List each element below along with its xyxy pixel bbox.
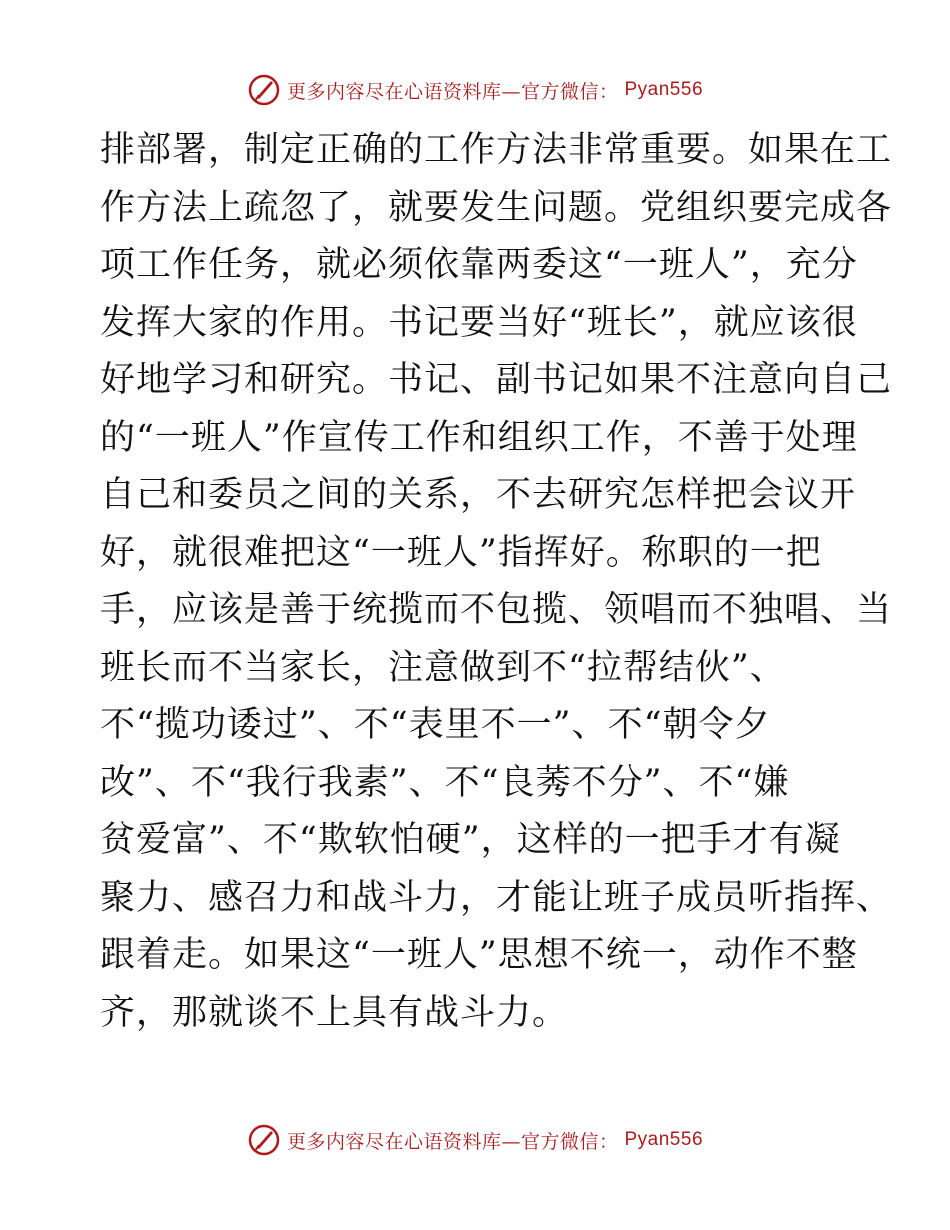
paragraph-line: 自己和委员之间的关系，不去研究怎样把会议开: [100, 475, 857, 515]
paragraph-line: 手，应该是善于统揽而不包揽、领唱而不独唱、当: [100, 590, 893, 630]
paragraph-line: 班长而不当家长，注意做到不“拉帮结伙”、: [100, 647, 786, 688]
banner-slogan: 更多内容尽在心语资料库—官方微信：: [286, 80, 619, 103]
paragraph-line: 项工作任务，就必须依靠两委这“一班人”，充分: [100, 245, 858, 285]
paragraph-line: 齐，那就谈不上具有战斗力。: [100, 992, 569, 1033]
paragraph-line: 的“一班人”作宣传工作和组织工作，不善于处理: [100, 417, 858, 458]
paragraph-line: 发挥大家的作用。书记要当好“班长”，就应该很: [100, 302, 858, 343]
quill-logo-icon: [247, 73, 281, 107]
paragraph-line: 好地学习和研究。书记、副书记如果不注意向自己: [100, 360, 893, 400]
banner-slogan: 更多内容尽在心语资料库—官方微信：: [286, 1130, 619, 1153]
paragraph-line: 贫爱富”、不“欺软怕硬”，这样的一把手才有凝: [100, 820, 841, 860]
document-body: [100, 122, 893, 1042]
paragraph-line: 好，就很难把这“一班人”指挥好。称职的一把: [100, 532, 822, 573]
banner-wechat-id: Pyan556: [624, 1129, 704, 1150]
paragraph-line: 聚力、感召力和战斗力，才能让班子成员听指挥、: [100, 877, 893, 918]
paragraph-line: 不“揽功诿过”、不“表里不一”、不“朝令夕: [100, 705, 771, 745]
paragraph-line: 改”、不“我行我素”、不“良莠不分”、不“嫌: [100, 762, 790, 803]
quill-logo-icon: [247, 1123, 281, 1157]
header-banner: [0, 70, 950, 110]
footer-banner: [0, 1120, 950, 1160]
paragraph-line: 跟着走。如果这“一班人”思想不统一，动作不整: [100, 935, 858, 975]
paragraph-line: 排部署，制定正确的工作方法非常重要。如果在工: [100, 130, 893, 170]
paragraph-line: 作方法上疏忽了，就要发生问题。党组织要完成各: [100, 187, 893, 228]
banner-wechat-id: Pyan556: [624, 79, 704, 100]
